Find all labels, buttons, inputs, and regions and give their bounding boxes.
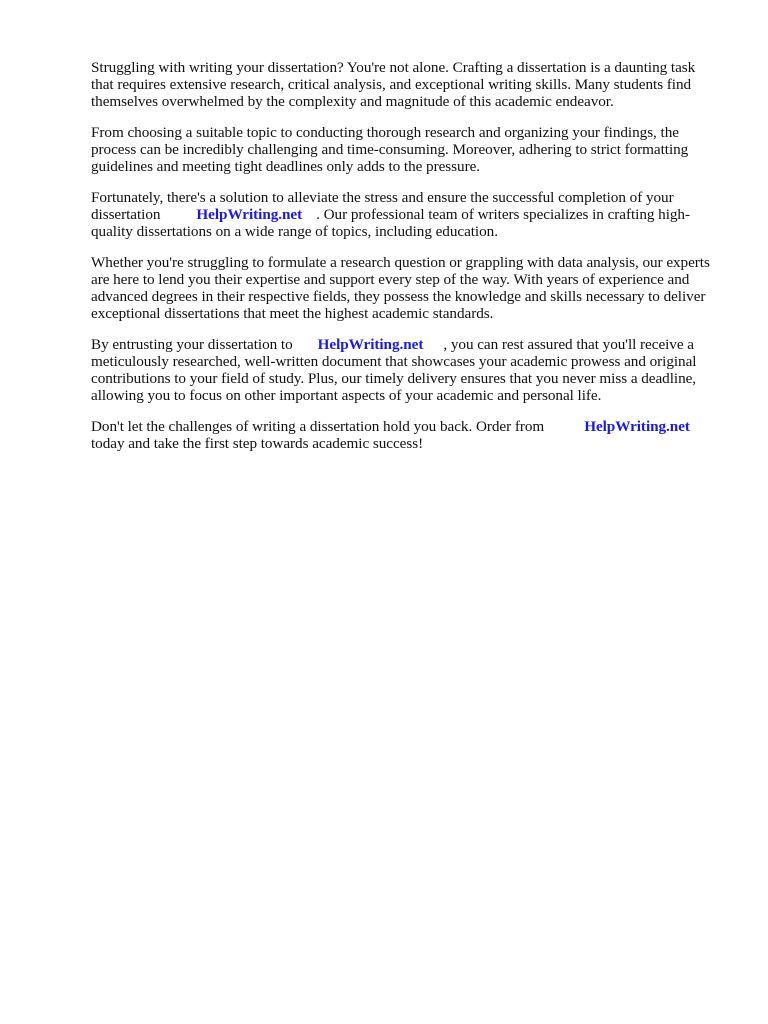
paragraph-experts: [91, 254, 719, 322]
helpwriting-link[interactable]: HelpWriting.net: [196, 206, 303, 223]
paragraph-text: By entrusting your dissertation to: [91, 336, 293, 353]
paragraph-text: today and take the first step towards academic success!: [91, 435, 424, 452]
paragraph-text: Whether you're struggling to formulate a research question or grappling with data analysis, our experts are here to lend you their expertise and support every step of the way. With years of experience and advanced degrees in their respective fields, they possess the knowledge and skills necessary to deliver exceptional dissertations that meet the highest academic standards.: [91, 254, 710, 322]
paragraph-text: . Our professional team of writers specializes in crafting high-quality dissertations on a wide range of topics, including education.: [91, 206, 690, 240]
paragraph-challenges: [91, 124, 719, 175]
paragraph-intro: [91, 59, 719, 110]
paragraph-text: Don't let the challenges of writing a dissertation hold you back. Order from: [91, 418, 545, 435]
paragraph-entrusting: [91, 336, 719, 404]
paragraph-text: Struggling with writing your dissertation? You're not alone. Crafting a dissertation is a daunting task that requires extensive research, critical analysis, and exceptional writing skills. Many students find themselves overwhelmed by the complexity and magnitude of this academic endeavor.: [91, 59, 696, 110]
paragraph-text: Fortunately, there's a solution to alleviate the stress and ensure the successful completion of your dissertation: [91, 189, 674, 223]
helpwriting-link[interactable]: HelpWriting.net: [584, 418, 690, 435]
paragraph-solution: [91, 189, 719, 240]
paragraph-call-to-action: [91, 418, 719, 452]
document-body: [91, 59, 719, 466]
helpwriting-link[interactable]: HelpWriting.net: [317, 336, 424, 353]
paragraph-text: From choosing a suitable topic to conducting thorough research and organizing your findings, the process can be incredibly challenging and time-consuming. Moreover, adhering to strict formatting guidelines and meeting tight deadlines only adds to the pressure.: [91, 124, 689, 175]
paragraph-text: , you can rest assured that you'll receive a meticulously researched, well-written document that showcases your academic prowess and original contributions to your field of study. Plus, our timely delivery ensures that you never miss a deadline, allowing you to focus on other important aspects of your academic and personal life.: [91, 336, 697, 404]
